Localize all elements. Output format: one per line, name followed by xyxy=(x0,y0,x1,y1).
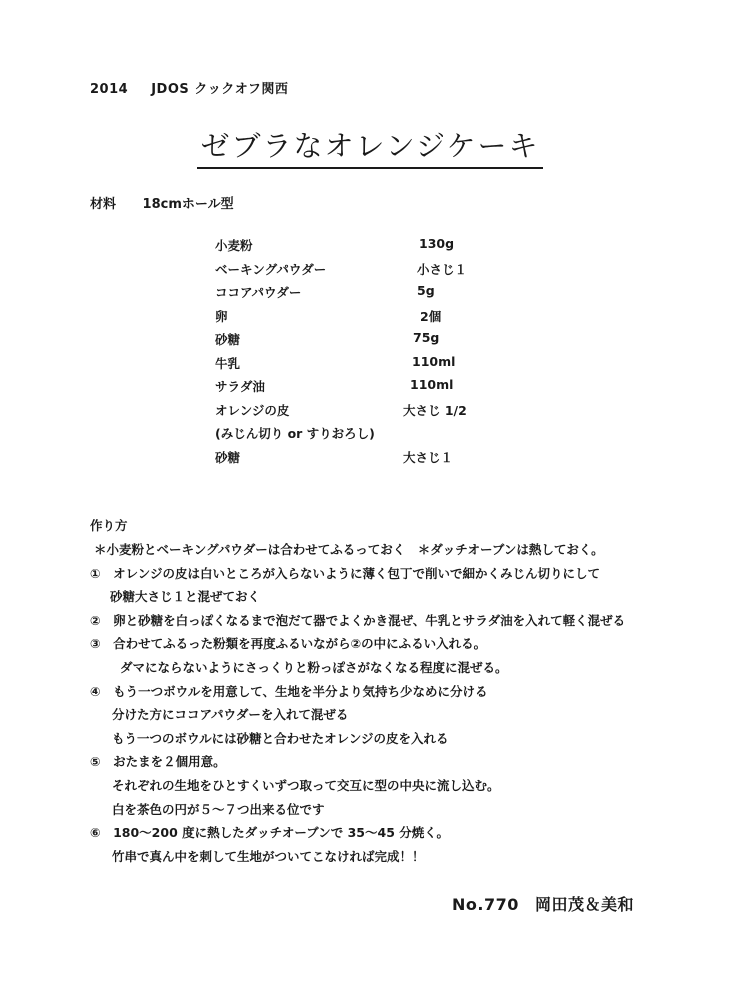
ingredient-qty: 大さじ 1/2 xyxy=(403,402,467,418)
ingredient-qty: 5g xyxy=(417,283,435,298)
ingredient-row xyxy=(215,424,515,448)
step-text: ① オレンジの皮は白いところが入らないように薄く包丁で削いで細かくみじん切りにして xyxy=(90,565,600,581)
materials-heading xyxy=(90,193,256,212)
step-text: それぞれの生地をひとすくいずつ取って交互に型の中央に流し込む。 xyxy=(112,777,500,793)
step-text: ⑥ 180～200 度に熱したダッチオーブンで 35～45 分焼く。 xyxy=(90,825,449,841)
entry-number: No.770 xyxy=(452,895,519,914)
ingredient-name: サラダ油 xyxy=(215,379,265,394)
step-text: ⑤ おたまを２個用意。 xyxy=(90,754,226,770)
ingredient-name: 砂糖 xyxy=(215,332,241,347)
recipe-title-wrapper xyxy=(0,124,740,169)
ingredient-row xyxy=(215,330,515,354)
ingredient-row xyxy=(215,448,515,472)
step-line xyxy=(90,729,710,753)
recipe-title: ゼブラなオレンジケーキ xyxy=(197,124,544,169)
ingredient-name: 卵 xyxy=(215,308,228,324)
ingredient-name: ベーキングパウダー xyxy=(215,261,327,277)
ingredient-row xyxy=(215,377,515,401)
method-heading: 作り方 xyxy=(90,518,128,533)
ingredient-name: ココアパウダー xyxy=(215,285,302,300)
ingredient-row xyxy=(215,307,515,331)
ingredient-name: (みじん切り or すりおろし) xyxy=(215,426,375,441)
author-names: 岡田茂＆美和 xyxy=(534,895,634,914)
step-text: ③ 合わせてふるった粉類を再度ふるいながら②の中にふるい入れる。 xyxy=(90,636,487,652)
event-name: JDOS クックオフ関西 xyxy=(151,82,289,97)
step-text: 砂糖大さじ１と混ぜておく xyxy=(110,589,261,605)
ingredient-qty: 110ml xyxy=(412,353,456,369)
step-text: 竹串で真ん中を刺して生地がついてこなければ完成！！ xyxy=(112,848,425,864)
step-line xyxy=(90,540,710,564)
step-text: ダマにならないようにさっくりと粉っぽさがなくなる程度に混ぜる。 xyxy=(120,659,508,675)
step-text: 分けた方にココアパウダーを入れて混ぜる xyxy=(112,707,349,723)
event-header xyxy=(90,78,306,97)
step-line xyxy=(90,682,710,706)
ingredient-row xyxy=(215,401,515,425)
step-line xyxy=(90,611,710,635)
ingredient-qty: 130g xyxy=(419,236,455,251)
step-text: 白を茶色の円が５～７つ出来る位です xyxy=(112,801,325,817)
ingredient-list xyxy=(215,236,515,471)
ingredient-row xyxy=(215,236,515,260)
step-text: ② 卵と砂糖を白っぽくなるまで泡だて器でよくかき混ぜ、牛乳とサラダ油を入れて軽く混ぜる xyxy=(90,612,626,628)
step-line xyxy=(90,634,710,658)
ingredient-row xyxy=(215,283,515,307)
ingredient-qty: 小さじ１ xyxy=(417,261,468,277)
ingredient-name: 小麦粉 xyxy=(215,238,253,253)
step-line xyxy=(90,823,710,847)
ingredient-qty: 110ml xyxy=(410,377,454,392)
step-text: もう一つのボウルには砂糖と合わせたオレンジの皮を入れる xyxy=(112,730,449,746)
step-line xyxy=(90,705,710,729)
ingredient-name: 砂糖 xyxy=(215,449,241,465)
step-text: ＊小麦粉とベーキングパウダーは合わせてふるっておく ＊ダッチオーブンは熱しておく。 xyxy=(94,542,604,557)
step-line xyxy=(90,658,710,682)
step-line xyxy=(90,847,710,871)
ingredient-qty: 75g xyxy=(413,330,440,345)
ingredient-row xyxy=(215,354,515,378)
ingredient-row xyxy=(215,260,515,284)
step-line xyxy=(90,587,710,611)
materials-label: 材料 xyxy=(90,197,117,212)
step-line xyxy=(90,800,710,824)
ingredient-qty: 大さじ１ xyxy=(403,449,454,465)
author-signature xyxy=(452,892,644,915)
ingredient-qty: 2個 xyxy=(420,308,442,324)
ingredient-name: 牛乳 xyxy=(215,355,241,371)
ingredient-name: オレンジの皮 xyxy=(215,402,290,418)
step-line xyxy=(90,564,710,588)
mold-size: 18cmホール型 xyxy=(142,197,234,212)
step-line xyxy=(90,776,710,800)
step-line xyxy=(90,752,710,776)
step-text: ④ もう一つボウルを用意して、生地を半分より気持ち少なめに分ける xyxy=(90,683,488,699)
method-steps xyxy=(90,540,710,870)
event-year: 2014 xyxy=(90,82,129,97)
